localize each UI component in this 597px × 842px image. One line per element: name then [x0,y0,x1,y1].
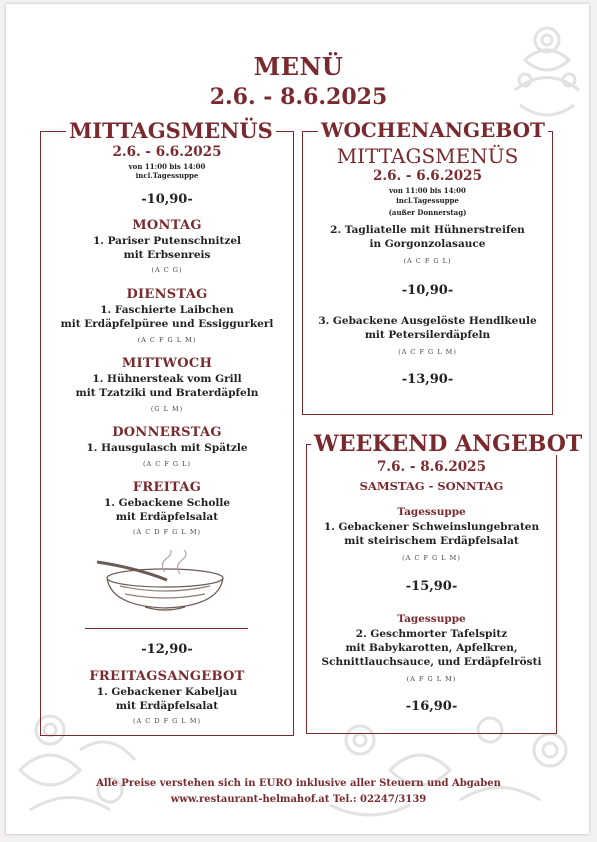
day-heading-thursday: DONNERSTAG [112,425,222,440]
day-heading-tuesday: DIENSTAG [126,287,208,302]
allergen-codes: (A C D F G L M) [132,528,202,536]
allergen-codes: (A F G L M) [406,675,457,683]
lunch-time-note: von 11:00 bis 14:00 [128,162,206,171]
soup-bowl-icon [95,550,230,615]
page-date-range: 2.6. - 8.6.2025 [209,84,388,110]
price-note: Alle Preise verstehen sich in EURO inklusive aller Steuern und Abgaben [96,778,501,789]
weekend-price: -16,90- [405,699,458,714]
contact-line: www.restaurant-helmahof.at Tel.: 02247/3139 [170,794,427,805]
friday-offer-title: FREITAGSANGEBOT [89,669,245,684]
weekend-offer-title: WEEKEND ANGEBOT [311,433,585,455]
weekly-soup-note: incl.Tagessuppe [396,196,459,205]
dish-line: in Gorgonzolasauce [369,238,486,250]
day-heading-monday: MONTAG [132,218,202,233]
dish-line: 2. Geschmorter Tafelspitz [355,628,508,640]
lunch-price: -10,90- [141,192,193,207]
dish-line: 1. Gebackener Kabeljau [96,686,238,698]
allergen-codes: (A C F G L) [142,460,192,468]
dish-line: mit Tzatziki und Braterdäpfeln [75,387,259,399]
allergen-codes: (A C F G L M) [137,336,197,344]
weekend-date-range: 7.6. - 8.6.2025 [377,459,486,475]
dish-line: mit Erbsenreis [123,249,211,261]
dish-line: mit Babykarotten, Apfelkren, [345,642,518,654]
weekly-price: -13,90- [401,372,454,387]
dish-line: mit Erdäpfelsalat [115,700,219,712]
allergen-codes: (A C F G L) [403,257,452,265]
soup-label: Tagessuppe [397,613,466,625]
dish-line: 2. Tagliatelle mit Hühnerstreifen [330,224,525,236]
weekly-offer-subtitle: MITTAGSMENÜS [336,144,519,168]
dish-line: 1. Gebackene Scholle [104,497,230,509]
weekend-days: SAMSTAG - SONNTAG [359,479,504,493]
dish-line: 1. Hausgulasch mit Spätzle [86,442,248,454]
dish-line: mit Erdäpfelpüree und Essiggurkerl [60,318,274,330]
soup-label: Tagessuppe [397,506,466,518]
weekly-price: -10,90- [401,283,454,298]
allergen-codes: (A C G) [151,266,183,274]
weekly-exception-note: (außer Donnerstag) [388,208,467,217]
page-title: MENÜ [253,52,344,81]
divider [85,628,248,629]
friday-price: -12,90- [141,642,193,657]
dish-line: mit Erdäpfelsalat [115,511,219,523]
weekly-time-note: von 11:00 bis 14:00 [389,186,466,195]
dish-line: 3. Gebackene Ausgelöste Hendlkeule [318,315,537,327]
weekend-price: -15,90- [405,579,458,594]
weekly-offer-title: WOCHENANGEBOT [318,120,548,140]
allergen-codes: (A C D F G L M) [132,717,202,725]
lunch-menu-title: MITTAGSMENÜS [66,120,276,141]
dish-line: 1. Hühnersteak vom Grill [92,373,242,385]
weekly-date-range: 2.6. - 6.6.2025 [373,168,482,184]
dish-line: mit Petersilerdäpfeln [364,329,491,341]
lunch-soup-note: incl.Tagessuppe [135,171,199,180]
lunch-date-range: 2.6. - 6.6.2025 [112,144,222,160]
allergen-codes: (A C F G L M) [402,554,461,562]
day-heading-friday: FREITAG [132,480,202,495]
day-heading-wednesday: MITTWOCH [121,356,213,371]
dish-line: mit steirischem Erdäpfelsalat [344,535,519,547]
dish-line: 1. Gebackener Schweinslungebraten [323,521,540,533]
allergen-codes: (G L M) [150,405,184,413]
allergen-codes: (A C F G L M) [398,348,457,356]
dish-line: 1. Faschierte Laibchen [100,304,234,316]
dish-line: Schnittlauchsauce, und Erdäpfelrösti [321,656,542,668]
dish-line: 1. Pariser Putenschnitzel [92,235,242,247]
